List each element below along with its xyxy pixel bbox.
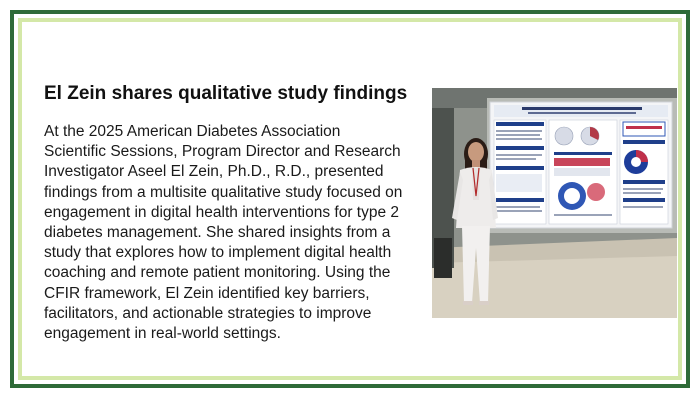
outer-frame (10, 10, 690, 388)
article-photo (432, 88, 677, 318)
article-title: El Zein shares qualitative study findings (44, 83, 408, 104)
inner-frame (18, 18, 682, 380)
article-body: At the 2025 American Diabetes Association Scientific Sessions, Program Director and Research Investigator Aseel El Zein, Ph.D., R.D., presented findings from a multisite qualitative study focused on engagement in digital health interventions for type 2 diabetes management. She shared insights from a study that explores how to implement digital health coaching and remote patient monitoring. Using the CFIR framework, El Zein identified key barriers, facilitators, and actionable strategies to improve engagement in real-world settings. (44, 123, 403, 343)
